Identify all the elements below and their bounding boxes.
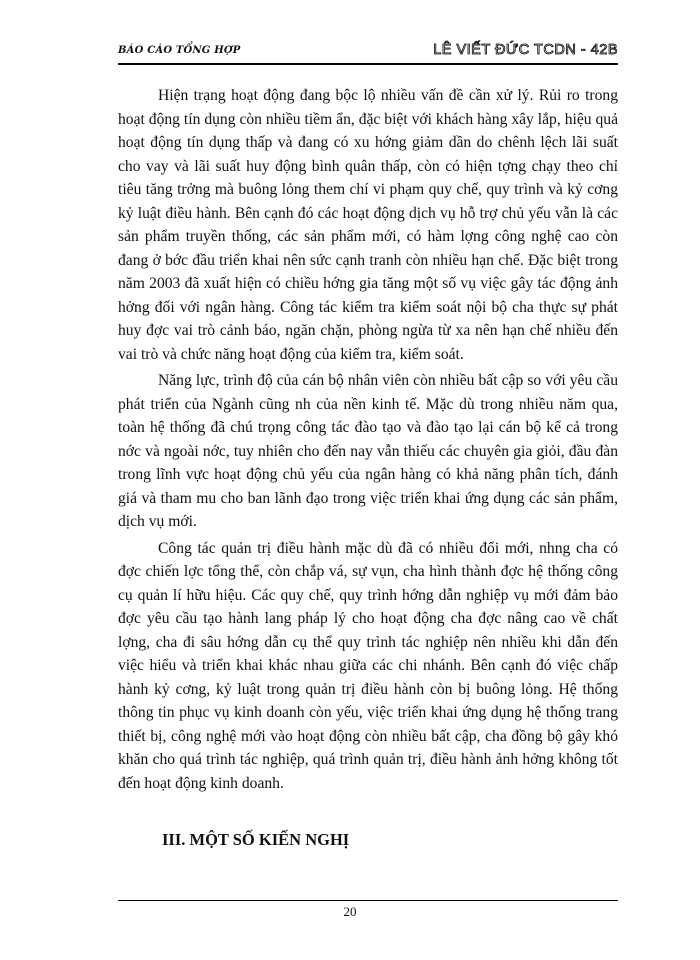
body-text xyxy=(118,84,618,798)
paragraph: Hiện trạng hoạt động đang bộc lộ nhiều vấn đề cần xử lý. Rủi ro trong hoạt động tín dụng còn nhiều tiềm ẩn, đặc biệt với khách hàng xây lắp, hiệu quả hoạt động tín dụng thấp và đang có xu hớng giảm dần do chênh lệch lãi suất cho vay và lãi suất huy động bình quân thấp, còn có hiện tợng chạy theo chỉ tiêu tăng trởng mà buông lỏng them chí vi phạm quy chế, quy trình và kỷ cơng kỷ luật điều hành. Bên cạnh đó các hoạt động dịch vụ hỗ trợ chủ yếu vẫn là các sản phẩm truyền thống, các sản phẩm mới, có hàm lợng công nghệ cao còn đang ở bớc đầu triển khai nên sức cạnh tranh còn nhiều hạn chế. Đặc biệt trong năm 2003 đã xuất hiện có chiều hớng gia tăng một số vụ việc gây tác động ảnh hởng đối với ngân hàng. Công tác kiểm tra kiểm soát nội bộ cha thực sự phát huy đợc vai trò cảnh báo, ngăn chặn, phòng ngừa từ xa nên hạn chế nhiều đến vai trò và chức năng hoạt động của kiểm tra, kiểm soát. xyxy=(118,87,618,363)
page-header xyxy=(118,44,618,62)
paragraph: Năng lực, trình độ của cán bộ nhân viên còn nhiều bất cập so với yêu cầu phát triển của Ngành cũng nh của nền kinh tế. Mặc dù trong nhiều năm qua, toàn hệ thống đã chú trọng công tác đào tạo và đào tạo lại cán bộ kể cả trong nớc và ngoài nớc, tuy nhiên cho đến nay vẫn thiếu các chuyên gia giỏi, đầu đàn trong lĩnh vực hoạt động chủ yếu của ngân hàng có khả năng phân tích, đánh giá và tham mu cho ban lãnh đạo trong việc triển khai ứng dụng các sản phẩm, dịch vụ mới. xyxy=(118,372,618,530)
header-report-title: BÁO CÁO TỔNG HỢP xyxy=(118,45,241,56)
header-divider xyxy=(118,63,618,65)
section-heading: III. MỘT SỐ KIẾN NGHỊ xyxy=(162,830,350,849)
page-number: 20 xyxy=(343,904,357,919)
header-author: LÊ VIẾT ĐỨC TCDN - 42B xyxy=(433,42,618,58)
footer-divider xyxy=(118,900,618,901)
paragraph: Công tác quản trị điều hành mặc dù đã có nhiều đổi mới, nhng cha có đợc chiến lợc tổng thể, còn chắp vá, sự vụn, cha hình thành đợc hệ thống công cụ quản lí hữu hiệu. Các quy chế, quy trình hớng dẫn nghiệp vụ mới đảm bảo đợc yêu cầu tạo hành lang pháp lý cho hoạt động cha đợc nâng cao về chất lợng, cha đi sâu hớng dẫn cụ thể quy trình tác nghiệp nên nhiều khi dẫn đến việc hiểu và triển khai khác nhau giữa các chi nhánh. Bên cạnh đó việc chấp hành kỷ cơng, kỷ luật trong quản trị điều hành còn bị buông lỏng. Hệ thống thông tin phục vụ kinh doanh còn yếu, việc triển khai ứng dụng hệ thống trang thiết bị, công nghệ mới vào hoạt động còn nhiều bất cập, cha đồng bộ gây khó khăn cho quá trình tác nghiệp, quá trình quản trị, điều hành ảnh hởng không tốt đến hoạt động kinh doanh. xyxy=(118,539,618,792)
